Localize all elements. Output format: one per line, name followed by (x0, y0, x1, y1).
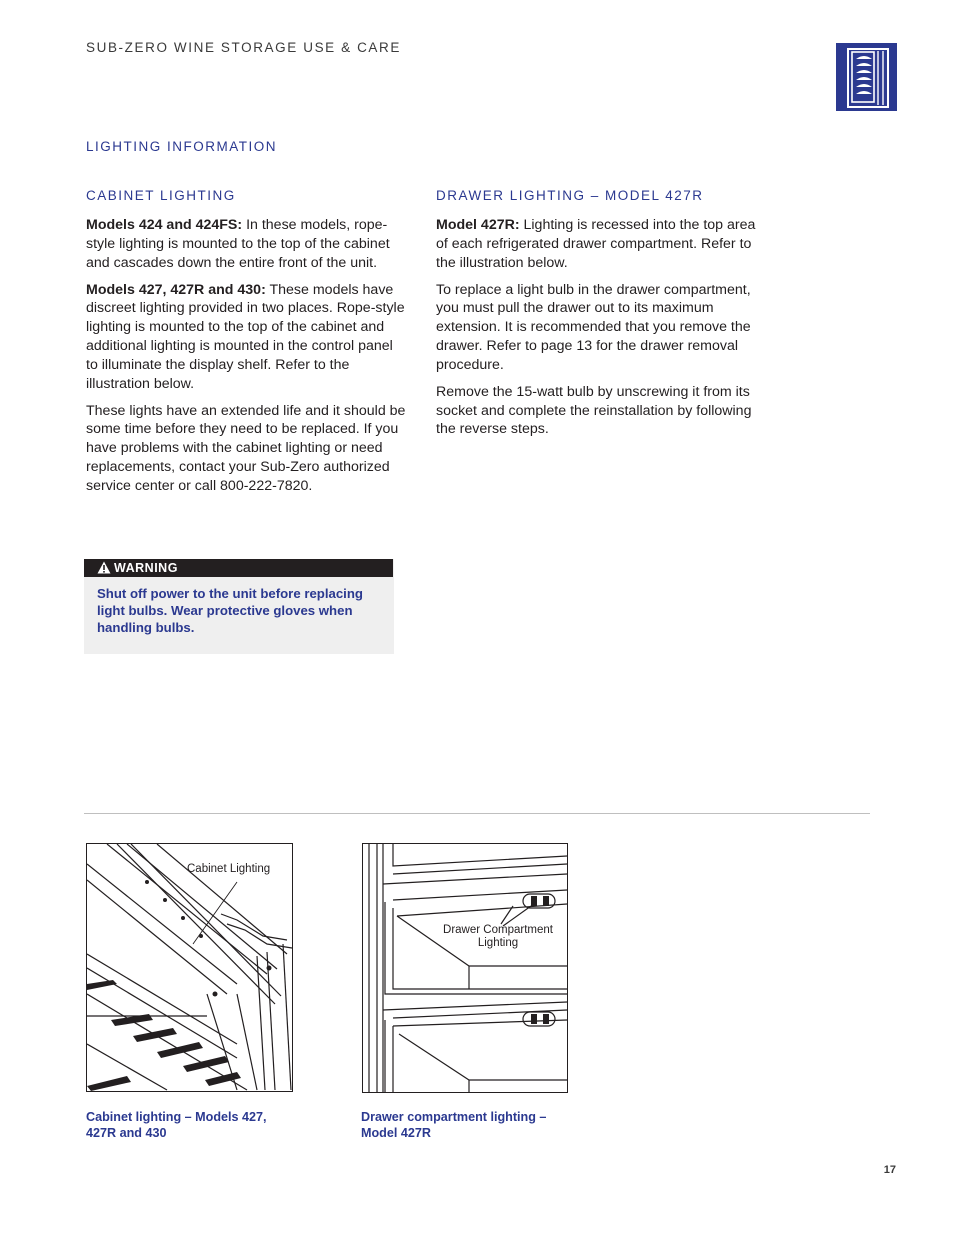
paragraph-text: Lighting is recessed into the top area of each refrigerated drawer compartment. Refer to the illustration below. (436, 217, 756, 271)
section-divider (84, 813, 870, 814)
cabinet-illustration-caption (86, 1109, 267, 1141)
drawer-illustration-caption (361, 1109, 546, 1141)
warning-text: Shut off power to the unit before replacing light bulbs. Wear protective gloves when handling bulbs. (97, 586, 363, 635)
warning-bar (84, 559, 393, 577)
paragraph (86, 216, 408, 272)
paragraph: These lights have an extended life and it should be some time before they need to be replaced. If you have problems with the cabinet lighting or need replacements, contact your Sub-Zero authorized service center or call 800-222-7820. (86, 402, 406, 494)
cabinet-lighting-callout: Cabinet Lighting (187, 863, 271, 875)
page-number: 17 (883, 1164, 896, 1176)
paragraph (86, 281, 408, 394)
drawer-lighting-callout (433, 924, 563, 949)
paragraph: To replace a light bulb in the drawer compartment, you must pull the drawer out to its maximum extension. It is recommended that you remove the drawer. Refer to page 13 for the drawer removal procedure. (436, 281, 751, 373)
caption-line: 427R and 430 (86, 1126, 167, 1140)
paragraph: Remove the 15-watt bulb by unscrewing it from its socket and complete the reinstallation by following the reverse steps. (436, 383, 752, 438)
wine-storage-logo-icon (836, 43, 897, 111)
section-title: LIGHTING INFORMATION (86, 139, 277, 154)
model-label: Model 427R: (436, 217, 520, 233)
caption-line: Model 427R (361, 1126, 431, 1140)
model-label: Models 427, 427R and 430: (86, 281, 266, 298)
paragraph-text: These models have discreet lighting provided in two places. Rope-style lighting is mounted to the top of the cabinet and additional lighting is mounted in the control panel to illuminate the display shelf. Refer to the illustration below. (86, 281, 405, 392)
cabinet-lighting-illustration (86, 843, 293, 1092)
model-label: Models 424 and 424FS: (86, 217, 243, 233)
warning-triangle-icon (97, 561, 111, 574)
caption-line: Cabinet lighting – Models 427, (86, 1110, 267, 1124)
warning-label: WARNING (114, 561, 178, 575)
warning-box (84, 559, 394, 654)
paragraph (436, 216, 758, 272)
drawer-lighting-illustration (362, 843, 568, 1093)
caption-line: Drawer compartment lighting – (361, 1110, 547, 1124)
cabinet-lighting-body (86, 216, 408, 504)
callout-line: Lighting (477, 936, 519, 949)
paragraph-text: In these models, rope-style lighting is mounted to the top of the cabinet and cascades down the entire front of the unit. (86, 217, 390, 271)
cabinet-lighting-heading: CABINET LIGHTING (86, 188, 236, 203)
drawer-lighting-heading: DRAWER LIGHTING – MODEL 427R (436, 188, 704, 203)
drawer-lighting-body (436, 216, 758, 447)
callout-line: Drawer Compartment (443, 924, 553, 936)
running-header: SUB-ZERO WINE STORAGE USE & CARE (86, 40, 401, 55)
